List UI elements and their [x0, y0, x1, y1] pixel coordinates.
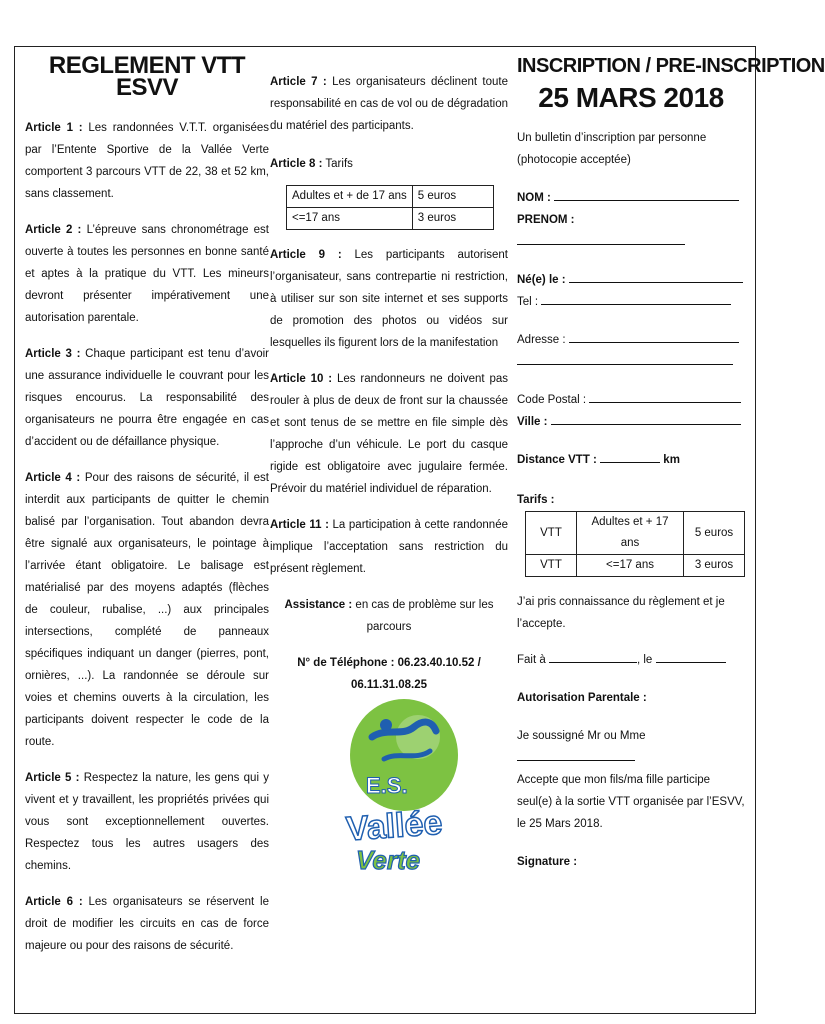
- adresse-line-2[interactable]: [517, 351, 745, 373]
- article-4: Article 4 : Pour des raisons de sécurité, il est interdit aux participants de quitter le chemin balisé par l’organisation. Tout abandon devra être signalé aux organisateurs, le pointage à l’arrivée étant obligatoire. Le balisage est matérialisé par des moyens adaptés (flèches de couleur, rubalise, ...) aux principales intersections, complété de panneaux spécifiques indiquant un danger (pierres, pont, ornières, ...). La randonnée se déroule sur voies et chemins ouverts à la circulation, les participants doivent respecter le code de la route.: [25, 472, 269, 748]
- code-postal-field[interactable]: Code Postal :: [517, 389, 745, 411]
- auth-name-field[interactable]: Je soussigné Mr ou Mme: [517, 725, 745, 769]
- tarif-price: 5 euros: [684, 512, 745, 555]
- logo-text-verte: Verte: [356, 845, 421, 875]
- fait-a-field[interactable]: Fait à , le: [517, 649, 745, 671]
- tarifs-table: [286, 185, 494, 230]
- logo-text-vallee: Vallée: [344, 803, 444, 849]
- event-date: 25 MARS 2018: [538, 82, 724, 113]
- phone-line: N° de Téléphone : 06.23.40.10.52 / 06.11.31.08.25: [297, 657, 481, 691]
- table-row: [287, 208, 494, 230]
- article-3: Article 3 : Chaque participant est tenu d’avoir une assurance individuelle le couvrant pour les risques encourus. La responsabilité des organisateurs ne pourra être engagée en cas d’accident ou de défaillance physique.: [25, 348, 269, 448]
- adresse-field[interactable]: Adresse :: [517, 329, 745, 351]
- ville-field[interactable]: Ville :: [517, 411, 745, 433]
- inscription-title: INSCRIPTION / PRE-INSCRIPTION: [517, 55, 825, 77]
- article-1: Article 1 : Les randonnées V.T.T. organisées par l’Entente Sportive de la Vallée Verte comportent 3 parcours VTT de 22, 38 et 52 km, sans classement.: [25, 122, 269, 200]
- auth-title: Autorisation Parentale :: [517, 692, 647, 704]
- intro-text: Un bulletin d’inscription par personne (photocopie acceptée): [517, 132, 707, 166]
- tarif-who: Adultes et + 17 ans: [577, 512, 684, 555]
- tarif-price: 3 euros: [684, 555, 745, 577]
- signature-label: Signature :: [517, 856, 578, 868]
- tarifs-label: Tarifs :: [517, 494, 555, 506]
- article-8: Article 8 : Tarifs: [270, 158, 353, 170]
- inscription-tarifs-table: [525, 511, 745, 577]
- tarif-price: 5 euros: [412, 186, 493, 208]
- article-2: Article 2 : L’épreuve sans chronométrage est ouverte à toutes les personnes en bonne santé et aptes à la pratique du VTT. Les mineurs devront présenter impérativement une autorisation parentale.: [25, 224, 269, 324]
- tarif-who: <=17 ans: [577, 555, 684, 577]
- nom-field[interactable]: NOM :: [517, 187, 745, 209]
- table-row: [526, 555, 745, 577]
- prenom-field[interactable]: PRENOM :: [517, 209, 745, 253]
- table-row: [287, 186, 494, 208]
- tarif-who: <=17 ans: [287, 208, 413, 230]
- tarif-type: VTT: [526, 555, 577, 577]
- tarif-who: Adultes et + de 17 ans: [287, 186, 413, 208]
- auth-text: Accepte que mon fils/ma fille participe seul(e) à la sortie VTT organisée par l’ESVV, le 25 Mars 2018.: [517, 774, 745, 830]
- distance-field[interactable]: Distance VTT : km: [517, 449, 745, 471]
- tarif-price: 3 euros: [412, 208, 493, 230]
- reglement-column: [25, 47, 269, 957]
- logo-graphic: [332, 697, 462, 877]
- tel-field[interactable]: Tel :: [517, 291, 745, 313]
- tarif-type: VTT: [526, 512, 577, 555]
- assistance-line: Assistance : en cas de problème sur les parcours: [284, 599, 494, 633]
- birthdate-field[interactable]: Né(e) le :: [517, 269, 745, 291]
- esvv-logo: [332, 697, 462, 877]
- document-frame: [14, 46, 825, 1014]
- article-7: Article 7 : Les organisateurs déclinent toute responsabilité en cas de vol ou de dégradation du matériel des participants.: [270, 76, 508, 132]
- article-10: Article 10 : Les randonneurs ne doivent pas rouler à plus de deux de front sur la chaussée et sont tenus de se mettre en file simple dès l’approche d’un véhicule. Le port du casque rigide est obligatoire avec jugulaire fermée. Prévoir du matériel individuel de réparation.: [270, 373, 508, 495]
- article-5: Article 5 : Respectez la nature, les gens qui y vivent et y travaillent, les propriétés privées qui vous sont exceptionnellement ouvertes. Respectez tous les autres usagers des chemins.: [25, 772, 269, 872]
- article-6: Article 6 : Les organisateurs se réservent le droit de modifier les circuits en cas de force majeure ou pour des raisons de sécurité.: [25, 896, 269, 952]
- logo-text-es: E.S.: [366, 773, 408, 798]
- reglement-column-2: [270, 47, 508, 875]
- acceptance-text: J’ai pris connaissance du règlement et je l’accepte.: [517, 596, 725, 630]
- reglement-title: REGLEMENT VTT ESVV: [48, 52, 246, 101]
- article-11: Article 11 : La participation à cette randonnée implique l’acceptation sans restriction du présent règlement.: [270, 519, 508, 575]
- table-row: [526, 512, 745, 555]
- article-9: Article 9 : Les participants autorisent l’organisateur, sans contrepartie ni restriction, à utiliser sur son site internet et ses supports de promotion des photos ou vidéos sur lesquelles ils figurent lors de la manifestation: [270, 249, 508, 349]
- inscription-column: [517, 47, 825, 873]
